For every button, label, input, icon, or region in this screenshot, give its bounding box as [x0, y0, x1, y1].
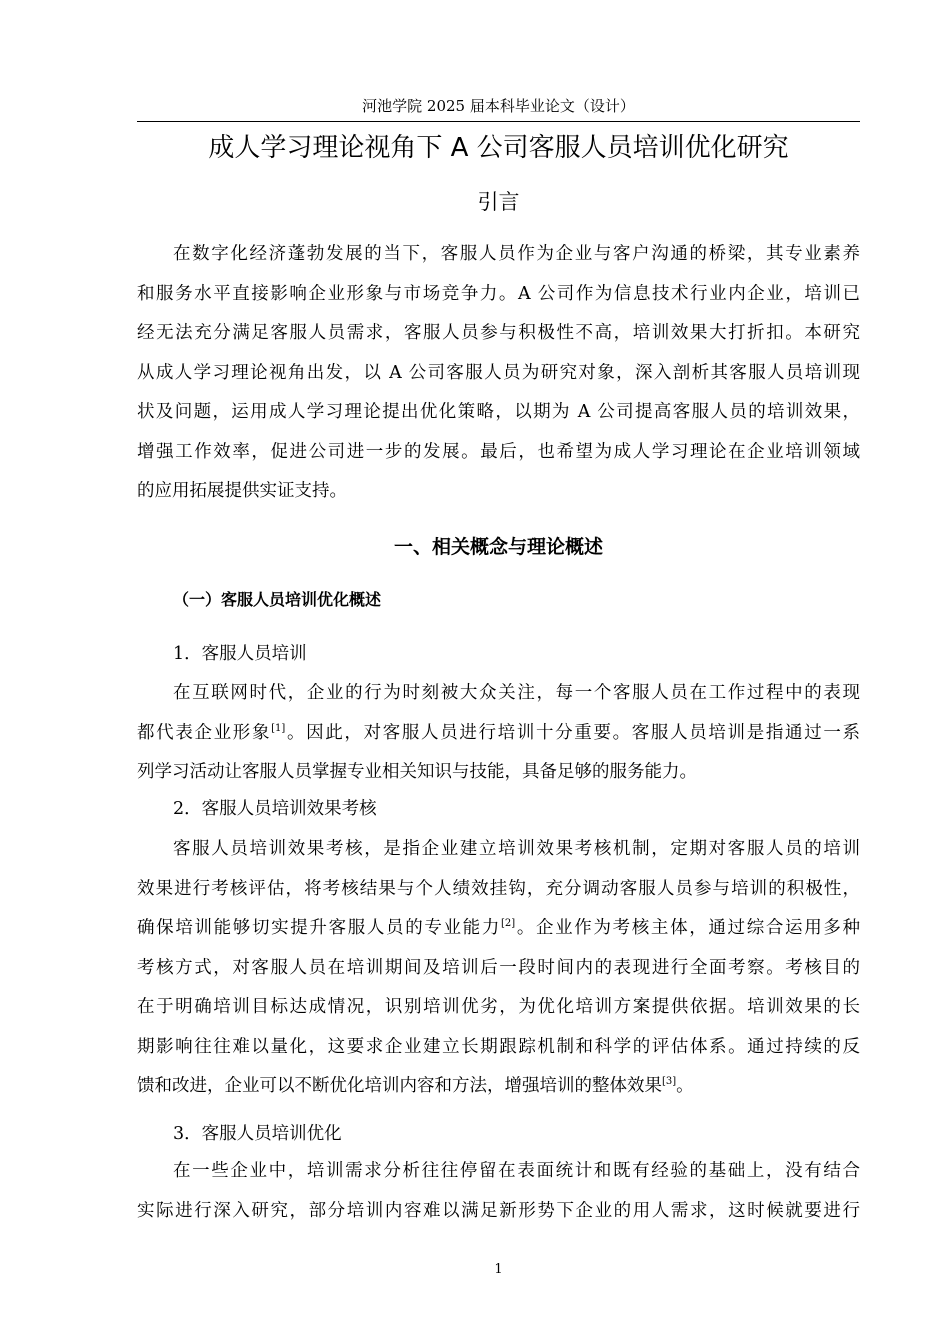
item1-line: 在互联网时代，企业的行为时刻被大众关注，每一个客服人员在工作过程中的表现	[173, 683, 860, 703]
item3-line: 实际进行深入研究，部分培训内容难以满足新形势下企业的用人需求，这时候就要进行	[137, 1200, 860, 1221]
intro-line: 的应用拓展提供实证支持。	[137, 481, 347, 501]
item2-line: 考核方式，对客服人员在培训期间及培训后一段时间内的表现进行全面考察。考核目的	[137, 957, 860, 978]
citation-ref: [2]	[501, 918, 516, 929]
intro-line: 和服务水平直接影响企业形象与市场竞争力。A 公司作为信息技术行业内企业，培训已	[137, 283, 860, 304]
item2-line: 效果进行考核评估，将考核结果与个人绩效挂钩，充分调动客服人员参与培训的积极性，	[137, 878, 860, 899]
intro-paragraph	[137, 235, 860, 512]
item2-line: 在于明确培训目标达成情况，识别培训优劣，为优化培训方案提供依据。培训效果的长	[137, 997, 860, 1017]
page-number: 1	[494, 1262, 503, 1277]
item2-line	[137, 1067, 860, 1107]
item3-paragraph	[137, 1152, 860, 1231]
item1-line: 列学习活动让客服人员掌握专业相关知识与技能，具备足够的服务能力。	[137, 762, 697, 782]
header-rule	[137, 121, 860, 122]
citation-ref: [1]	[271, 722, 286, 734]
item2-text: 馈和改进，企业可以不断优化培训内容和方法，增强培训的整体效果	[137, 1076, 662, 1096]
intro-line: 经无法充分满足客服人员需求，客服人员参与积极性不高，培训效果大打折扣。本研究	[137, 323, 860, 343]
citation-ref: [3]	[662, 1076, 677, 1087]
section-heading: 一、相关概念与理论概述	[393, 536, 603, 558]
item2-text: 确保培训能够切实提升客服人员的专业能力	[137, 918, 501, 938]
intro-line: 状及问题，运用成人学习理论提出优化策略，以期为 A 公司提高客服人员的培训效果，	[137, 402, 860, 422]
item2-text: 。	[676, 1076, 694, 1096]
paper-title: 成人学习理论视角下 A 公司客服人员培训优化研究	[208, 133, 789, 163]
item2-text: 。企业作为考核主体，通过综合运用多种	[515, 918, 861, 938]
item2-line: 期影响往往难以量化，这要求企业建立长期跟踪机制和科学的评估体系。通过持续的反	[137, 1036, 860, 1057]
intro-line: 在数字化经济蓬勃发展的当下，客服人员作为企业与客户沟通的桥梁，其专业素养	[173, 244, 860, 264]
intro-line: 增强工作效率，促进公司进一步的发展。最后，也希望为成人学习理论在企业培训领域	[137, 441, 860, 462]
running-header: 河池学院 2025 届本科毕业论文（设计）	[362, 97, 635, 115]
item-heading-2: 2．客服人员培训效果考核	[173, 799, 377, 819]
item2-line	[137, 909, 860, 949]
intro-heading: 引言	[477, 190, 520, 214]
intro-line: 从成人学习理论视角出发，以 A 公司客服人员为研究对象，深入剖析其客服人员培训现	[137, 362, 860, 383]
item3-line: 在一些企业中，培训需求分析往往停留在表面统计和既有经验的基础上，没有结合	[173, 1161, 860, 1181]
item1-paragraph	[137, 674, 860, 793]
item2-line: 客服人员培训效果考核，是指企业建立培训效果考核机制，定期对客服人员的培训	[173, 839, 860, 859]
item-heading-3: 3．客服人员培训优化	[173, 1124, 342, 1144]
item1-line	[137, 714, 860, 754]
subsection-heading: （一）客服人员培训优化概述	[173, 590, 382, 609]
item1-text: 。因此，对客服人员进行培训十分重要。客服人员培训是指通过一系	[285, 722, 861, 743]
item-heading-1: 1．客服人员培训	[173, 644, 307, 664]
item1-text: 都代表企业形象	[137, 722, 272, 743]
item2-paragraph	[137, 830, 860, 1107]
